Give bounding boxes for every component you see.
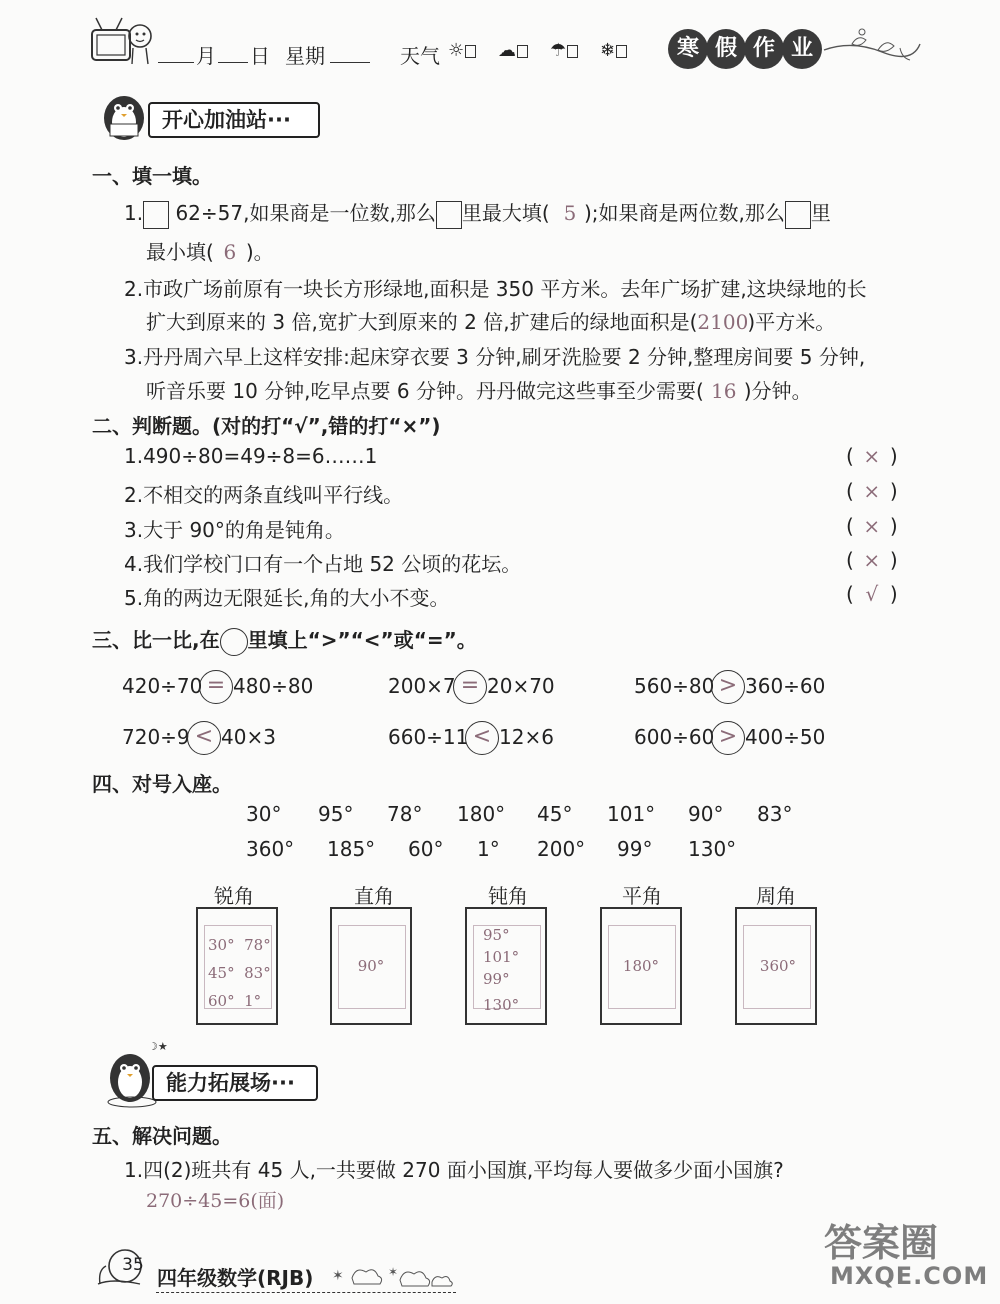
compare-left: 600÷60 <box>634 725 715 749</box>
watermark-url: MXQE.COM <box>830 1262 989 1290</box>
box-answer: 360° <box>759 957 797 975</box>
box-answer: 101° <box>483 948 520 966</box>
month-label: 月 <box>196 44 216 68</box>
angle-value: 1° <box>477 837 500 861</box>
section-1-title: 一、填一填。 <box>92 164 212 188</box>
angle-value: 130° <box>688 837 737 861</box>
judge-answer: ( × ) <box>846 444 898 468</box>
sun-checkbox[interactable] <box>465 45 476 58</box>
svg-text:✶: ✶ <box>332 1268 344 1284</box>
rain-icon: ☂ <box>550 40 578 61</box>
blank-square <box>143 201 169 229</box>
compare-left: 560÷80 <box>634 674 715 698</box>
answer-max-digit: 5 <box>563 201 577 225</box>
judge-answer: ( × ) <box>846 548 898 572</box>
answer-area: 2100 <box>697 310 749 334</box>
box-answer: 60° 1° <box>208 992 262 1010</box>
angle-value: 200° <box>537 837 586 861</box>
svg-text:✶: ✶ <box>388 1265 399 1279</box>
circle-placeholder-icon <box>220 628 248 656</box>
judge-item: 1.490÷80=49÷8=6……1 <box>124 444 378 468</box>
banner-ability-expansion: 能力拓展场··· <box>152 1065 318 1101</box>
compare-right: 480÷80 <box>233 674 314 698</box>
compare-right: 40×3 <box>221 725 276 749</box>
right-angle-box <box>330 907 412 1025</box>
compare-sign: < <box>187 721 221 755</box>
svg-text:☽★: ☽★ <box>148 1040 168 1053</box>
box-answer: 90° <box>357 957 385 975</box>
angle-value: 83° <box>757 802 793 826</box>
angle-value: 101° <box>607 802 656 826</box>
question-1-2-line2: 扩大到原来的 3 倍,宽扩大到原来的 2 倍,扩建后的绿地面积是(2100)平方米。 <box>146 310 836 334</box>
compare-left: 200×7 <box>388 674 456 698</box>
compare-left: 420÷70 <box>122 674 203 698</box>
judge-answer: ( × ) <box>846 514 898 538</box>
cloud-decoration <box>330 1258 460 1290</box>
penguin-mascot-illustration <box>96 82 156 144</box>
angle-value: 60° <box>408 837 444 861</box>
angle-value: 185° <box>327 837 376 861</box>
snow-icon: ❄ <box>600 40 627 61</box>
angle-value: 360° <box>246 837 295 861</box>
judge-item: 2.不相交的两条直线叫平行线。 <box>124 483 404 507</box>
stamp-char: 假 <box>706 29 746 69</box>
box-answer: 30° 78° <box>208 936 271 954</box>
section-3-title: 三、比一比,在 里填上“>”“<”或“=”。 <box>92 624 477 656</box>
question-1-3: 3.丹丹周六早上这样安排:起床穿衣要 3 分钟,刷牙洗脸要 2 分钟,整理房间要 5 分钟, <box>124 345 866 369</box>
category-label: 直角 <box>354 884 394 908</box>
compare-sign: < <box>465 721 499 755</box>
watermark-logo: 答案圈 <box>824 1221 939 1265</box>
judge-item: 4.我们学校门口有一个占地 52 公顷的花坛。 <box>124 552 522 576</box>
straight-angle-box <box>600 907 682 1025</box>
rain-checkbox[interactable] <box>567 45 578 58</box>
blank-square <box>785 201 811 229</box>
judge-answer: ( × ) <box>846 479 898 503</box>
angle-value: 95° <box>318 802 354 826</box>
page-number: 35 <box>122 1255 144 1275</box>
footer-dashed-line <box>156 1292 456 1293</box>
compare-right: 20×70 <box>487 674 555 698</box>
angle-value: 78° <box>387 802 423 826</box>
category-label: 钝角 <box>488 884 528 908</box>
snow-checkbox[interactable] <box>616 45 627 58</box>
compare-sign: = <box>453 670 487 704</box>
day-label: 日 <box>250 44 270 68</box>
weather-label: 天气 <box>400 44 440 68</box>
compare-sign: = <box>199 670 233 704</box>
obtuse-angle-box <box>465 907 547 1025</box>
section-2-title: 二、判断题。(对的打“√”,错的打“×”) <box>92 414 441 438</box>
angle-value: 180° <box>457 802 506 826</box>
angle-value: 90° <box>688 802 724 826</box>
blank-square <box>436 201 462 229</box>
question-1-3-line2: 听音乐要 10 分钟,吃早点要 6 分钟。丹丹做完这些事至少需要( 16 )分钟。 <box>146 379 812 403</box>
stamp-char: 业 <box>782 29 822 69</box>
stamp-char: 寒 <box>668 29 708 69</box>
cloud-icon: ☁ <box>498 40 528 61</box>
book-title: 四年级数学(RJB) <box>157 1266 314 1290</box>
box-answer: 45° 83° <box>208 964 271 982</box>
compare-sign: > <box>711 721 745 755</box>
angle-value: 30° <box>246 802 282 826</box>
angle-value: 99° <box>617 837 653 861</box>
compare-left: 660÷11 <box>388 725 469 749</box>
category-label: 平角 <box>622 884 662 908</box>
judge-item: 5.角的两边无限延长,角的大小不变。 <box>124 586 450 610</box>
full-angle-box <box>735 907 817 1025</box>
compare-right: 12×6 <box>499 725 554 749</box>
acute-angle-box <box>196 907 278 1025</box>
section-5-title: 五、解决问题。 <box>92 1124 232 1148</box>
compare-right: 400÷50 <box>745 725 826 749</box>
answer-min-digit: 6 <box>223 240 237 264</box>
box-answer: 130° <box>483 996 520 1014</box>
box-answer: 95° <box>483 926 510 944</box>
sun-icon: ☼ <box>448 40 476 61</box>
box-answer: 99° <box>483 970 510 988</box>
branch-decoration <box>822 22 922 72</box>
compare-left: 720÷9 <box>122 725 190 749</box>
tv-mascot-illustration <box>88 14 158 70</box>
judge-item: 3.大于 90°的角是钝角。 <box>124 518 345 542</box>
angle-value: 45° <box>537 802 573 826</box>
answer-minutes: 16 <box>711 379 737 403</box>
weekday-label: 星期 <box>285 44 325 68</box>
category-label: 周角 <box>756 884 796 908</box>
category-label: 锐角 <box>214 884 254 908</box>
box-answer: 180° <box>622 957 660 975</box>
banner-happy-station: 开心加油站··· <box>148 102 320 138</box>
section-4-title: 四、对号入座。 <box>92 772 232 796</box>
question-5-1: 1.四(2)班共有 45 人,一共要做 270 面小国旗,平均每人要做多少面小国旗? <box>124 1158 784 1182</box>
question-1-2: 2.市政广场前原有一块长方形绿地,面积是 350 平方米。去年广场扩建,这块绿地的长 <box>124 277 867 301</box>
question-1-1: 1. 62÷57,如果商是一位数,那么 里最大填( 5 );如果商是两位数,那么 里 <box>124 197 831 229</box>
cloud-checkbox[interactable] <box>517 45 528 58</box>
answer-solution: 270÷45=6(面) <box>146 1190 285 1212</box>
judge-answer: ( √ ) <box>846 582 898 606</box>
compare-sign: > <box>711 670 745 704</box>
question-1-1-line2: 最小填( 6 )。 <box>146 240 274 264</box>
compare-right: 360÷60 <box>745 674 826 698</box>
stamp-char: 作 <box>744 29 784 69</box>
